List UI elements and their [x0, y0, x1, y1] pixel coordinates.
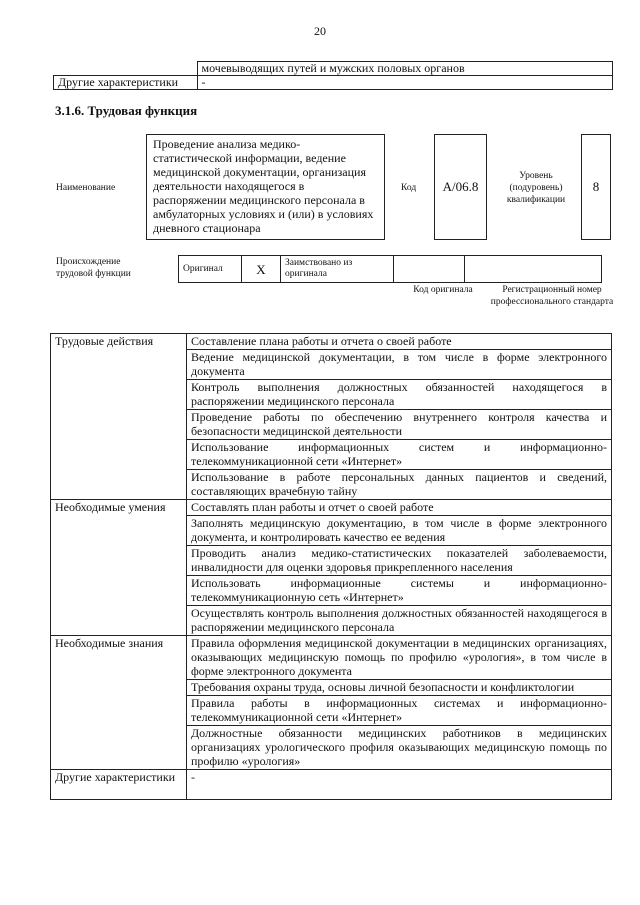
- table-cell: Правила работы в информационных системах и информационно-телекоммуникационной сети «Интернет»: [187, 696, 612, 726]
- labor-actions-label: Трудовые действия: [51, 334, 187, 500]
- table-cell: Ведение медицинской документации, в том числе в форме электронного документа: [187, 350, 612, 380]
- borrowed-label: Заимствовано из оригинала: [281, 256, 394, 283]
- table-cell: Осуществлять контроль выполнения должностных обязанностей находящегося в распоряжении медицинского персонала: [187, 606, 612, 636]
- other-characteristics-value: -: [197, 76, 613, 90]
- original-mark: X: [242, 256, 281, 283]
- continuation-table: [53, 61, 613, 90]
- code-original-caption: Код оригинала: [413, 285, 473, 295]
- table-cell: Заполнять медицинскую документацию, в том числе в форме электронного документа, и контролировать качество ее ведения: [187, 516, 612, 546]
- original-label: Оригинал: [179, 256, 242, 283]
- function-name-box: Проведение анализа медико-статистической информации, ведение медицинской документации, организация деятельности находящегося в распоряжении медицинского персонала в амбулаторных условиях и (или) в условиях дневного стационара: [146, 134, 385, 240]
- table-cell: Проведение работы по обеспечению внутреннего контроля качества и безопасности медицинской деятельности: [187, 410, 612, 440]
- level-value-box: 8: [581, 134, 611, 240]
- table-cell: Использование в работе персональных данных пациентов и сведений, составляющих врачебную тайну: [187, 470, 612, 500]
- code-value-box: A/06.8: [434, 134, 487, 240]
- origin-table: [178, 255, 602, 283]
- other-characteristics-label: Другие характеристики: [51, 770, 187, 800]
- reg-number-cell: [465, 256, 602, 283]
- table-cell: Составлять план работы и отчет о своей работе: [187, 500, 612, 516]
- name-label: Наименование: [56, 183, 116, 193]
- table-cell: Использование информационных систем и информационно-телекоммуникационной сети «Интернет»: [187, 440, 612, 470]
- table-cell: Составление плана работы и отчета о своей работе: [187, 334, 612, 350]
- table-cell: Требования охраны труда, основы личной безопасности и конфликтологии: [187, 680, 612, 696]
- page-number: 20: [314, 24, 326, 38]
- empty-cell: [54, 62, 198, 76]
- table-cell: Правила оформления медицинской документации в медицинских организациях, оказывающих медицинскую помощь по профилю «урология», в том числе в форме электронного документа: [187, 636, 612, 680]
- level-label: Уровень (подуровень) квалификации: [506, 171, 566, 205]
- labor-function-table: [50, 333, 612, 800]
- other-characteristics-label: Другие характеристики: [54, 76, 198, 90]
- required-skills-label: Необходимые умения: [51, 500, 187, 636]
- required-knowledge-label: Необходимые знания: [51, 636, 187, 770]
- table-cell: -: [187, 770, 612, 800]
- code-label: Код: [401, 183, 417, 193]
- section-title: 3.1.6. Трудовая функция: [55, 103, 198, 118]
- table-cell: Проводить анализ медико-статистических показателей заболеваемости, инвалидности для оценки здоровья прикрепленного населения: [187, 546, 612, 576]
- continuation-text: мочевыводящих путей и мужских половых органов: [197, 62, 613, 76]
- origin-label: Происхождение трудовой функции: [56, 257, 131, 279]
- table-cell: Должностные обязанности медицинских работников в медицинских организациях урологического профиля оказывающих медицинскую помощь по профилю «урология»: [187, 726, 612, 770]
- table-cell: Использовать информационные системы и информационно-телекоммуникационную сеть «Интернет»: [187, 576, 612, 606]
- code-original-cell: [394, 256, 465, 283]
- table-cell: Контроль выполнения должностных обязанностей находящегося в распоряжении медицинского персонала: [187, 380, 612, 410]
- reg-number-caption: Регистрационный номер профессионального стандарта: [490, 285, 614, 307]
